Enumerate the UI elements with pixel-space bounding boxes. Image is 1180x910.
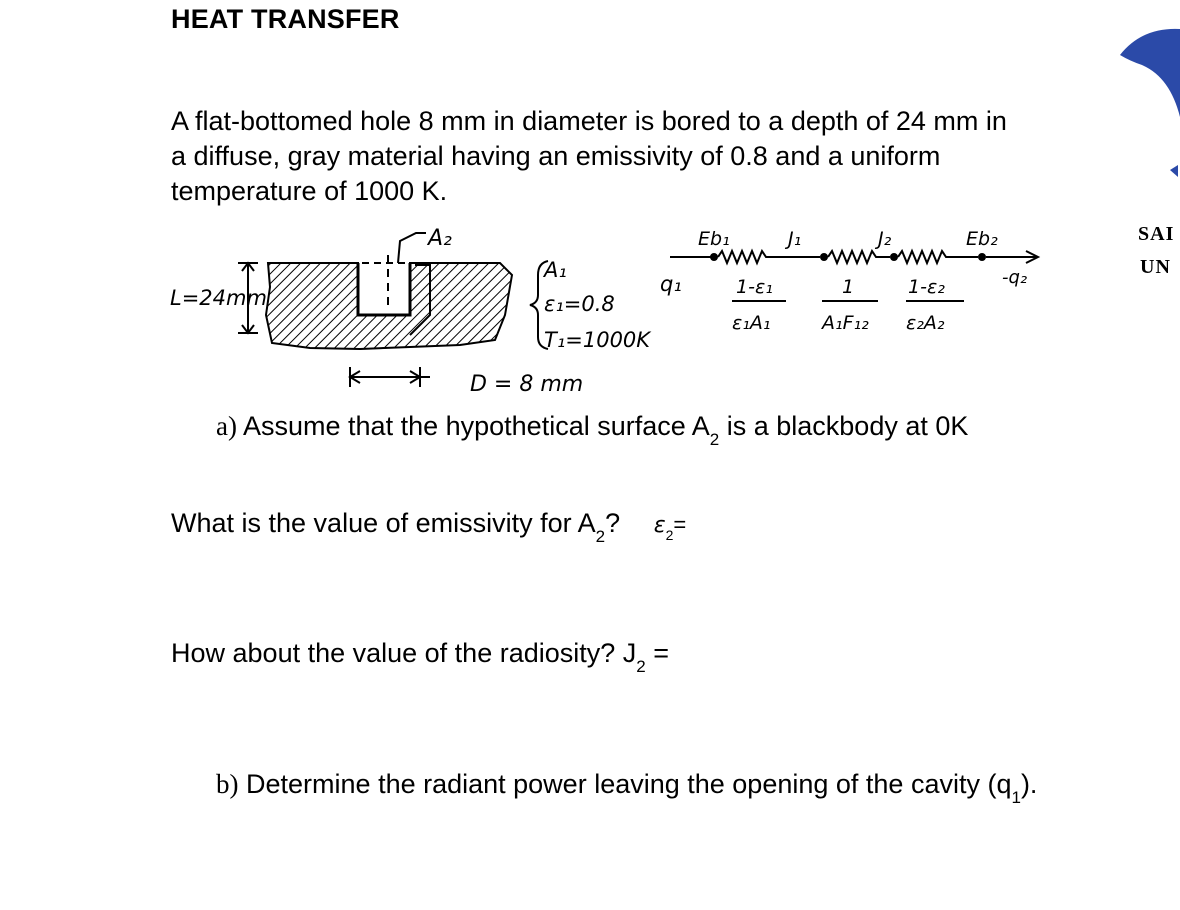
- part-a-letter: a): [216, 411, 237, 441]
- resistor-1: [718, 251, 820, 263]
- problem-line-1: A flat-bottomed hole 8 mm in diameter is bored to a depth of 24 mm in: [171, 106, 1007, 136]
- part-b: [216, 769, 1038, 807]
- emissivity-label: ε₁=0.8: [544, 292, 615, 316]
- epsilon-symbol: ε: [653, 513, 666, 538]
- question-radiosity-subscript: 2: [636, 657, 646, 676]
- resistor-3: [898, 251, 978, 263]
- question-radiosity-text: How about the value of the radiosity? J: [171, 638, 637, 668]
- question-emissivity: [171, 508, 687, 546]
- part-b-subscript: 1: [1011, 788, 1021, 807]
- node-j2: [890, 253, 898, 261]
- area-leader: [398, 233, 426, 263]
- question-emissivity-subscript: 2: [595, 527, 606, 546]
- epsilon-subscript: 2: [665, 527, 674, 543]
- surface-label: A₁: [544, 258, 567, 282]
- node-j1: [820, 253, 828, 261]
- part-b-text: Determine the radiant power leaving the opening of the cavity (q: [246, 769, 1012, 799]
- node-label-eb1: Eb₁: [698, 228, 730, 250]
- part-a-text: Assume that the hypothetical surface A: [243, 411, 710, 441]
- resistance-1-numerator: 1-ε₁: [736, 276, 773, 298]
- logo-text-line-2: UN: [1140, 256, 1171, 278]
- flow-in-label: q₁: [660, 272, 682, 296]
- diameter-label: D = 8 mm: [470, 372, 584, 397]
- part-a: [216, 411, 969, 449]
- resistor-2: [828, 251, 890, 263]
- node-eb2: [978, 253, 986, 261]
- question-emissivity-text: What is the value of emissivity for A: [171, 508, 596, 538]
- resistance-3-numerator: 1-ε₂: [908, 276, 945, 298]
- problem-line-2: a diffuse, gray material having an emissivity of 0.8 and a uniform: [171, 141, 941, 171]
- question-radiosity-equals: =: [645, 638, 670, 668]
- cavity-figure: [160, 215, 1060, 400]
- temperature-label: T₁=1000K: [544, 328, 651, 352]
- part-a-text-after: is a blackbody at 0K: [719, 411, 969, 441]
- node-eb1: [710, 253, 718, 261]
- node-label-eb2: Eb₂: [966, 228, 998, 250]
- problem-statement: [171, 104, 1131, 209]
- resistance-2-denominator: A₁F₁₂: [822, 312, 869, 334]
- question-emissivity-suffix: ?: [605, 508, 621, 538]
- logo-text-line-1: SAI: [1138, 223, 1175, 245]
- part-b-letter: b): [216, 769, 239, 799]
- logo-crest-icon: [1120, 29, 1180, 117]
- node-label-j1: J₁: [788, 228, 802, 250]
- depth-label: L=24mm: [170, 286, 267, 310]
- resistance-3-denominator: ε₂A₂: [906, 312, 945, 334]
- flow-out-label: -q₂: [1002, 267, 1028, 288]
- problem-line-3: temperature of 1000 K.: [171, 176, 448, 206]
- university-logo: [1112, 25, 1180, 285]
- part-b-text-after: ).: [1020, 769, 1038, 799]
- node-label-j2: J₂: [878, 228, 892, 250]
- area-label: A₂: [428, 226, 452, 251]
- epsilon-equals: =: [673, 512, 687, 537]
- resistance-2-numerator: 1: [842, 276, 855, 298]
- question-radiosity: [171, 638, 670, 676]
- part-a-subscript: 2: [709, 430, 720, 449]
- resistance-1-denominator: ε₁A₁: [732, 312, 771, 334]
- page-title: HEAT TRANSFER: [171, 4, 400, 34]
